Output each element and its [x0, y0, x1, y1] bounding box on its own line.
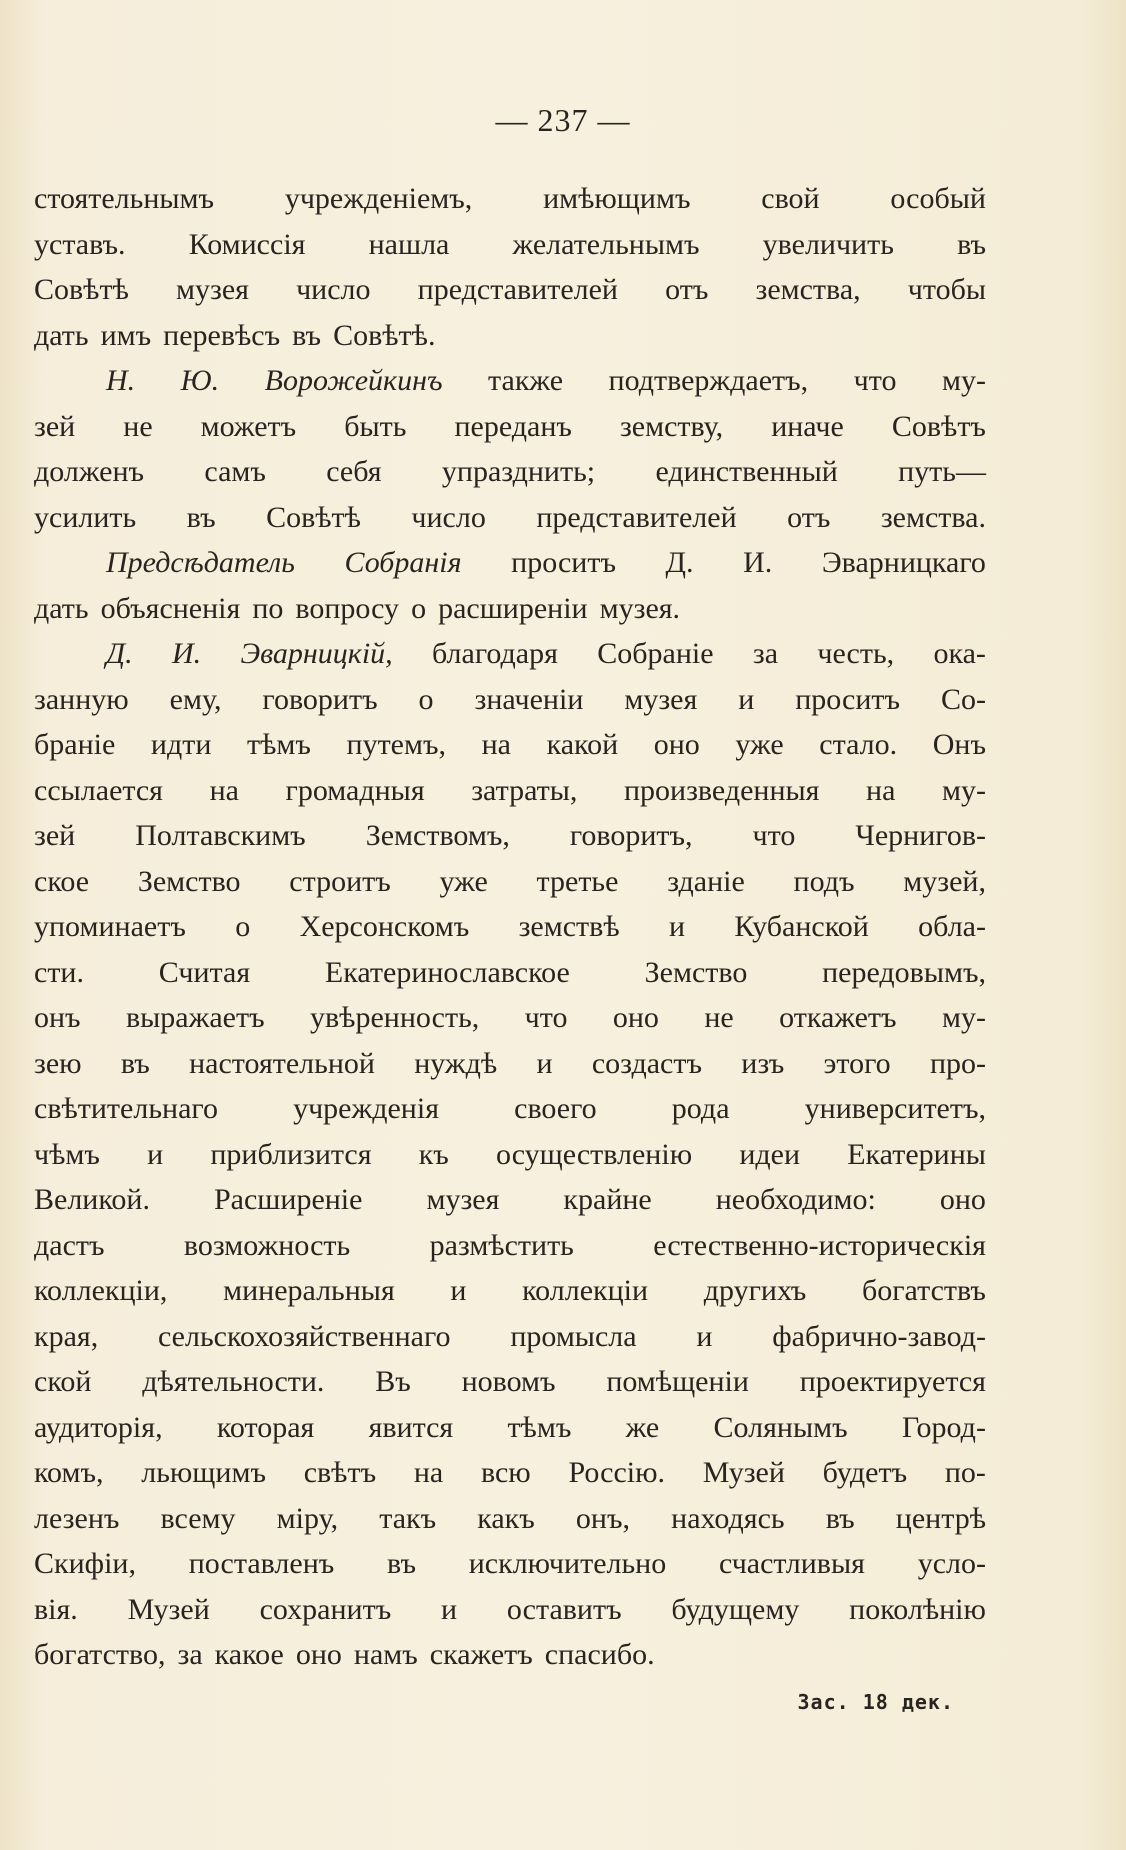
word: комъ, [34, 1456, 104, 1489]
word: вопросу [295, 591, 400, 625]
word: въ [825, 1501, 855, 1535]
word: не [704, 1001, 734, 1034]
word: число [296, 273, 371, 306]
word: этого [823, 1046, 891, 1080]
word: учрежденіемъ, [284, 182, 473, 215]
word: какъ [477, 1501, 535, 1535]
word: Полтавскимъ [135, 819, 306, 852]
word: оно [295, 1638, 342, 1671]
word: И. [743, 546, 773, 579]
body-text [34, 176, 986, 1678]
word: тѣмъ [247, 728, 311, 761]
word: другихъ [703, 1274, 807, 1307]
session-date-note: Зас. 18 дек. [797, 1690, 954, 1714]
word: нуждѣ [414, 1046, 498, 1080]
word: что [524, 1001, 568, 1034]
word: представителей [417, 273, 618, 306]
word: отъ [665, 273, 709, 306]
word: въ [957, 227, 986, 261]
word: счастливыя [718, 1547, 865, 1580]
word: богатствъ [861, 1274, 986, 1307]
word: музея. [599, 591, 681, 625]
word: расширеніи [438, 591, 588, 625]
word: помѣщеніи [606, 1365, 749, 1398]
word: откажетъ [779, 1001, 897, 1034]
text-line [34, 813, 986, 859]
word: увѣренность, [310, 1001, 480, 1034]
word: отъ [787, 500, 831, 534]
word: вія. [34, 1592, 78, 1626]
word: будущему [671, 1592, 800, 1626]
text-line [34, 358, 986, 404]
word: поколѣнію [849, 1592, 986, 1626]
word: земству, [619, 409, 724, 443]
word: на [209, 773, 239, 807]
word: на [413, 1456, 444, 1489]
word: въ [387, 1547, 416, 1580]
word: Комиссія [188, 227, 306, 261]
text-line [34, 1359, 986, 1405]
text-line [34, 176, 986, 222]
word: дастъ [34, 1228, 105, 1262]
word: число [411, 500, 486, 534]
word: Екатерины [847, 1137, 986, 1171]
word: аудиторія, [34, 1410, 163, 1444]
word: зею [34, 1046, 82, 1080]
word: Кубанской [734, 910, 869, 943]
word: ему, [169, 682, 222, 716]
word: быть [344, 409, 407, 443]
word: уже [439, 864, 488, 898]
word: путь— [898, 455, 986, 488]
text-line [34, 267, 986, 313]
word: онъ, [575, 1501, 630, 1535]
word: что [752, 819, 796, 852]
word: коллекціи [522, 1274, 649, 1307]
speaker-name: Ю. [180, 364, 220, 397]
word: Земство [137, 864, 241, 898]
text-line [34, 313, 986, 359]
word: естественно-историческія [653, 1228, 986, 1262]
word: значеніи [474, 682, 584, 716]
word: богатство, [34, 1638, 166, 1671]
text-line [34, 1587, 986, 1633]
word: и [536, 1046, 553, 1080]
word: тѣмъ [507, 1410, 572, 1444]
word: проектируется [799, 1365, 986, 1398]
word: Екатеринославское [324, 955, 570, 989]
text-line [34, 1632, 986, 1678]
word: подъ [793, 864, 855, 898]
word: Собраніе [597, 637, 714, 670]
word: и [441, 1592, 458, 1626]
text-line [34, 449, 986, 495]
text-line [34, 1450, 986, 1496]
text-line [34, 1268, 986, 1314]
word: зданіе [667, 864, 745, 898]
word: свѣтительнаго [34, 1092, 218, 1125]
word: дѣятельности. [142, 1365, 325, 1398]
word: произведенныя [623, 773, 820, 807]
word: и [738, 682, 755, 716]
word: Совѣтѣ [266, 500, 361, 534]
word: музея [426, 1183, 500, 1216]
word: громадныя [285, 773, 425, 807]
word: Со- [941, 682, 986, 716]
text-line [34, 586, 986, 632]
text-line [34, 1496, 986, 1542]
word: передовымъ, [822, 955, 986, 989]
word: же [625, 1410, 660, 1444]
word: музея [624, 682, 698, 716]
word: оставитъ [506, 1592, 622, 1626]
word: новомъ [461, 1365, 556, 1398]
text-line [34, 1314, 986, 1360]
word: будетъ [822, 1456, 908, 1489]
word: Расширеніе [213, 1183, 363, 1216]
word: увеличить [762, 227, 894, 261]
word: учрежденія [293, 1092, 439, 1125]
word: подтверждаетъ, [608, 364, 809, 397]
word: нашла [368, 227, 450, 261]
word: дать [34, 591, 89, 625]
word: ссылается [34, 773, 163, 807]
word: къ [418, 1137, 449, 1171]
word: уже [735, 728, 784, 761]
word: имѣющимъ [543, 182, 691, 215]
word: Чернигов- [855, 819, 986, 852]
word: Въ [375, 1365, 411, 1398]
word: минеральныя [223, 1274, 395, 1307]
word: Онъ [932, 728, 986, 761]
word: лезенъ [34, 1501, 120, 1535]
word: зей [34, 409, 76, 443]
word: можетъ [200, 409, 297, 443]
word: настоятельной [189, 1046, 375, 1080]
word: центрѣ [895, 1501, 986, 1535]
word: представителей [536, 500, 737, 534]
word: и [696, 1319, 713, 1353]
word: стоятельнымъ [34, 182, 215, 215]
word: скажетъ [429, 1638, 533, 1671]
word: Россію. [568, 1456, 666, 1489]
word: занную [34, 682, 129, 716]
word: такъ [379, 1501, 437, 1535]
word: исключительно [468, 1547, 667, 1580]
word: проситъ [795, 682, 901, 716]
word: чѣмъ [34, 1137, 100, 1171]
word: о [235, 910, 251, 943]
speaker-name: Д. [106, 637, 133, 670]
word: честь, [817, 637, 895, 670]
text-line [34, 859, 986, 905]
word: края, [34, 1319, 99, 1353]
word: долженъ [34, 455, 145, 488]
word: также [488, 364, 564, 397]
word: осуществленію [496, 1137, 693, 1171]
word: Великой. [34, 1183, 150, 1216]
word: оно [653, 728, 700, 761]
word: по- [944, 1456, 986, 1489]
text-line [34, 1541, 986, 1587]
word: на [866, 773, 896, 807]
word: въ [120, 1046, 150, 1080]
text-line [34, 495, 986, 541]
word: особый [890, 182, 986, 215]
word: про- [929, 1046, 986, 1080]
word: зей [34, 819, 76, 852]
text-line [34, 1132, 986, 1178]
word: объясненія [100, 591, 241, 625]
word: затраты, [471, 773, 578, 807]
word: за [752, 637, 779, 670]
text-line [34, 404, 986, 450]
word: Считая [158, 955, 251, 989]
word: Музей [702, 1456, 785, 1489]
word: на [481, 728, 511, 761]
word: земствѣ [518, 910, 620, 943]
word: Д. [665, 546, 694, 579]
word: спасибо. [544, 1638, 655, 1671]
page-number: — 237 — [495, 102, 631, 138]
word: оно [939, 1183, 986, 1216]
word: Скифіи, [34, 1547, 136, 1580]
word: самъ [204, 455, 266, 488]
word: своего [514, 1092, 597, 1125]
word: му- [941, 1001, 986, 1034]
word: музея [176, 273, 249, 306]
word: ское [34, 864, 90, 898]
text-line [34, 540, 986, 586]
word: иначе [771, 409, 844, 443]
text-line [34, 1177, 986, 1223]
text-line [34, 1086, 986, 1132]
word: земства. [880, 500, 986, 534]
word: усло- [917, 1547, 986, 1580]
word: о [411, 591, 427, 625]
word: оно [612, 1001, 659, 1034]
word: возможность [183, 1228, 351, 1262]
word: какой [546, 728, 619, 761]
word: обла- [918, 910, 986, 943]
word: переданъ [454, 409, 572, 443]
word: не [123, 409, 153, 443]
word: Город- [901, 1410, 986, 1444]
word: по [252, 591, 284, 625]
word: упразднить; [441, 455, 596, 488]
word: которая [216, 1410, 315, 1444]
word: Музей [127, 1592, 210, 1626]
word: путемъ, [346, 728, 446, 761]
word: промысла [510, 1319, 637, 1353]
word: необходимо: [715, 1183, 876, 1216]
word: себя [326, 455, 382, 488]
word: всю [480, 1456, 531, 1489]
word: выражаетъ [125, 1001, 265, 1034]
word: проситъ [511, 546, 616, 579]
word: имъ [100, 318, 152, 352]
word: Совѣтѣ. [333, 318, 436, 352]
text-line [34, 904, 986, 950]
word: му- [942, 773, 986, 807]
word: создастъ [591, 1046, 702, 1080]
word: размѣстить [429, 1228, 574, 1262]
word: браніе [34, 728, 116, 761]
word: идеи [739, 1137, 801, 1171]
word: и [668, 910, 686, 943]
word: какое [214, 1638, 284, 1671]
word: земства, [755, 273, 861, 306]
speaker-name: И. [171, 637, 202, 670]
word: желательнымъ [512, 227, 700, 261]
word: перевѣсъ [163, 318, 281, 352]
word: намъ [353, 1638, 418, 1671]
word: музей, [903, 864, 986, 898]
word: Солянымъ [713, 1410, 848, 1444]
word: сохранитъ [259, 1592, 392, 1626]
text-line [34, 1223, 986, 1269]
speaker-title: Предсѣдатель [106, 546, 295, 579]
word: въ [186, 500, 216, 534]
word: свѣтъ [303, 1456, 377, 1489]
word: свой [761, 182, 820, 215]
word: университетъ, [804, 1092, 986, 1125]
word: сти. [34, 955, 84, 989]
word: идти [150, 728, 212, 761]
word: третье [536, 864, 619, 898]
word: приблизится [210, 1137, 372, 1171]
word: чтобы [907, 273, 986, 306]
word: благодаря [432, 637, 558, 670]
word: говоритъ, [569, 819, 693, 852]
word: что [853, 364, 897, 397]
word: и [147, 1137, 164, 1171]
word: фабрично-завод- [772, 1319, 986, 1353]
word: изъ [741, 1046, 785, 1080]
speaker-name: Эварницкій, [240, 637, 393, 670]
word: сельскохозяйственнаго [158, 1319, 451, 1353]
text-line [34, 1041, 986, 1087]
word: Совѣтъ [891, 409, 986, 443]
speaker-title: Собранія [344, 546, 462, 579]
word: стало. [819, 728, 898, 761]
text-line [34, 677, 986, 723]
word: дать [34, 318, 89, 352]
text-line [34, 950, 986, 996]
word: онъ [34, 1001, 81, 1034]
word: рода [671, 1092, 730, 1125]
word: за [177, 1638, 203, 1671]
word: находясь [671, 1501, 785, 1535]
word: явится [368, 1410, 454, 1444]
word: Херсонскомъ [299, 910, 470, 943]
word: говоритъ [262, 682, 378, 716]
word: Эварницкаго [821, 546, 986, 579]
word: Совѣтѣ [34, 273, 129, 306]
text-line [34, 768, 986, 814]
word: ской [34, 1365, 92, 1398]
word: всему [160, 1501, 236, 1535]
word: Земство [644, 955, 748, 989]
word: о [418, 682, 434, 716]
word: уставъ. [34, 227, 126, 261]
word: му- [941, 364, 986, 397]
word: ока- [933, 637, 986, 670]
text-line [34, 631, 986, 677]
word: крайне [563, 1183, 652, 1216]
text-line [34, 1405, 986, 1451]
speaker-name: Ворожейкинъ [264, 364, 443, 397]
word: строитъ [289, 864, 391, 898]
word: упоминаетъ [34, 910, 186, 943]
word: міру, [276, 1501, 339, 1535]
text-line [34, 995, 986, 1041]
word: поставленъ [188, 1547, 335, 1580]
text-line [34, 722, 986, 768]
text-line [34, 222, 986, 268]
word: и [450, 1274, 467, 1307]
word: коллекціи, [34, 1274, 168, 1307]
speaker-name: Н. [106, 364, 136, 397]
word: усилить [34, 500, 137, 534]
word: единственный [655, 455, 838, 488]
word: Земствомъ, [365, 819, 510, 852]
word: въ [292, 318, 322, 352]
word: льющимъ [141, 1456, 266, 1489]
